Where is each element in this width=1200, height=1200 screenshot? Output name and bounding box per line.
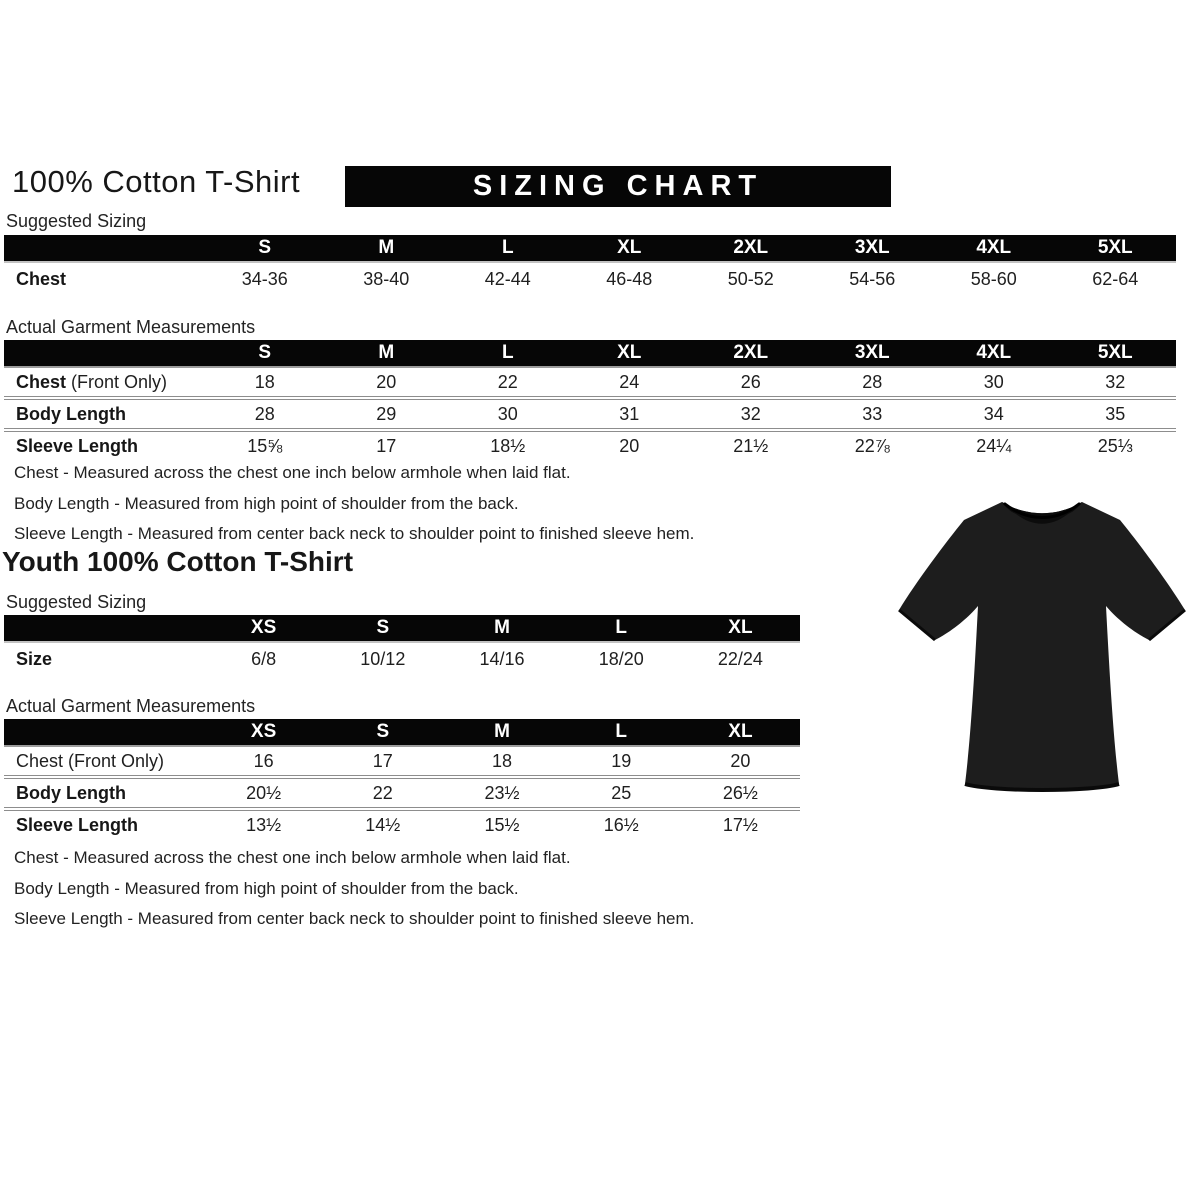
tshirt-illustration <box>890 484 1195 814</box>
measurement-value: 17 <box>376 435 397 456</box>
measurement-value: 17 <box>372 750 393 771</box>
table-row <box>4 428 1176 460</box>
measurement-value: 20½ <box>246 782 282 803</box>
measurement-value: 24¼ <box>976 435 1012 456</box>
note-sleeve-length: Sleeve Length - Measured from center back neck to shoulder point to finished sleeve hem. <box>14 524 695 543</box>
adult-suggested-header-row <box>4 235 1176 261</box>
row-label <box>4 372 204 393</box>
table-row <box>4 745 800 775</box>
row-label <box>4 649 204 670</box>
youth-size-value: 14/16 <box>479 649 525 669</box>
size-col-header: XS <box>250 617 277 638</box>
measurement-value: 16½ <box>603 814 639 835</box>
row-label-text: Sleeve Length <box>16 435 139 456</box>
measurement-value: 25⅓ <box>1097 435 1133 456</box>
size-col-header: M <box>494 721 510 742</box>
measurement-value: 18 <box>491 750 513 771</box>
size-col-header: 4XL <box>976 342 1012 363</box>
measurement-value: 21½ <box>733 435 769 456</box>
measurement-value: 20 <box>376 371 397 392</box>
youth-size-value: 6/8 <box>251 649 277 669</box>
size-col-header: S <box>258 237 272 258</box>
measurement-value: 30 <box>497 403 518 424</box>
adult-measurements-table <box>4 340 1176 460</box>
note-sleeve-length: Sleeve Length - Measured from center back neck to shoulder point to finished sleeve hem. <box>14 909 695 928</box>
note-chest: Chest - Measured across the chest one inch below armhole when laid flat. <box>14 848 571 867</box>
measurement-value: 18½ <box>490 435 526 456</box>
row-label <box>4 815 204 836</box>
chest-range-value: 58-60 <box>970 269 1017 289</box>
measurement-value: 17½ <box>722 814 758 835</box>
measurement-value: 25 <box>611 782 632 803</box>
row-label-text: Size <box>16 649 53 669</box>
youth-measurements-table <box>4 719 800 839</box>
size-col-header: XL <box>728 617 753 638</box>
youth-suggested-sizing-label: Suggested Sizing <box>6 592 147 612</box>
size-col-header: 3XL <box>854 237 890 258</box>
row-label-suffix: Chest (Front Only) <box>16 750 165 771</box>
measurement-value: 22⅞ <box>854 435 890 456</box>
youth-suggested-sizing-table <box>4 615 800 676</box>
note-body-length: Body Length - Measured from high point of shoulder from the back. <box>14 493 519 513</box>
measurement-value: 35 <box>1105 403 1126 424</box>
adult-suggested-sizing-label: Suggested Sizing <box>6 211 147 231</box>
size-col-header: L <box>615 617 628 638</box>
measurement-value: 20 <box>730 750 751 771</box>
youth-measurements-header-row <box>4 719 800 745</box>
size-col-header: M <box>378 342 395 363</box>
measurement-value: 15⅝ <box>247 435 283 456</box>
row-label <box>4 404 204 425</box>
size-col-header: S <box>258 342 272 363</box>
table-row <box>4 366 1176 396</box>
size-col-header: L <box>501 237 514 258</box>
note-chest: Chest - Measured across the chest one inch below armhole when laid flat. <box>14 463 571 482</box>
size-col-header: 2XL <box>733 342 769 363</box>
row-label-text: Chest <box>16 371 67 392</box>
measurement-value: 18 <box>254 371 275 392</box>
adult-measurements-label: Actual Garment Measurements <box>6 317 256 337</box>
adult-suggested-sizing-table <box>4 235 1176 296</box>
measurement-value: 16 <box>253 750 274 771</box>
chest-range-value: 50-52 <box>727 269 774 289</box>
size-col-header: 5XL <box>1097 237 1133 258</box>
table-row <box>4 261 1176 296</box>
row-label <box>4 436 204 457</box>
measurement-value: 29 <box>376 403 397 424</box>
table-row <box>4 775 800 807</box>
banner-text: SIZING CHART <box>472 170 764 202</box>
measurement-value: 32 <box>740 403 761 424</box>
row-label <box>4 783 204 804</box>
measurement-value: 28 <box>254 403 275 424</box>
measurement-value: 26 <box>740 371 761 392</box>
chest-range-value: 34-36 <box>241 269 288 289</box>
size-col-header: M <box>494 617 510 638</box>
measurement-value: 19 <box>611 750 632 771</box>
chest-range-value: 54-56 <box>849 269 896 289</box>
table-row <box>4 396 1176 428</box>
black-tshirt-product-photo <box>890 484 1195 814</box>
size-col-header: 5XL <box>1097 342 1133 363</box>
size-col-header: 4XL <box>976 237 1012 258</box>
size-col-header: 3XL <box>854 342 890 363</box>
adult-measurements-header-row <box>4 340 1176 366</box>
row-label-text: Body Length <box>16 403 126 424</box>
measurement-value: 22 <box>497 371 518 392</box>
measurement-value: 30 <box>983 371 1004 392</box>
youth-size-value: 10/12 <box>360 649 406 669</box>
sizing-chart-banner <box>345 166 891 207</box>
page-title: 100% Cotton T-Shirt <box>12 164 301 199</box>
row-label <box>4 269 204 290</box>
measurement-value: 15½ <box>484 814 520 835</box>
measurement-value: 13½ <box>246 814 282 835</box>
measurement-value: 14½ <box>365 814 401 835</box>
chest-range-value: 62-64 <box>1092 269 1139 289</box>
row-label-text: Sleeve Length <box>16 814 139 835</box>
chest-range-value: 38-40 <box>363 269 410 289</box>
row-label-text: Body Length <box>16 782 126 803</box>
youth-measurements-label: Actual Garment Measurements <box>6 696 256 716</box>
size-col-header: S <box>376 721 390 742</box>
size-col-header: XL <box>728 721 753 742</box>
measurement-value: 34 <box>983 403 1004 424</box>
youth-measurement-notes <box>14 843 694 935</box>
measurement-value: 22 <box>372 782 393 803</box>
measurement-value: 24 <box>619 371 640 392</box>
measurement-value: 20 <box>619 435 640 456</box>
measurement-value: 26½ <box>722 782 758 803</box>
size-col-header: XL <box>617 237 642 258</box>
measurement-value: 28 <box>862 371 883 392</box>
row-label-suffix: (Front Only) <box>66 371 168 392</box>
chest-range-value: 46-48 <box>606 269 653 289</box>
measurement-value: 23½ <box>484 782 520 803</box>
chest-range-value: 42-44 <box>484 269 531 289</box>
size-col-header: XL <box>617 342 642 363</box>
table-row <box>4 641 800 676</box>
measurement-value: 32 <box>1105 371 1126 392</box>
adult-measurement-notes <box>14 458 694 550</box>
table-row <box>4 807 800 839</box>
note-body-length: Body Length - Measured from high point of shoulder from the back. <box>14 878 519 898</box>
size-col-header: M <box>378 237 395 258</box>
row-label <box>4 751 204 772</box>
measurement-value: 33 <box>862 403 883 424</box>
size-col-header: S <box>376 617 390 638</box>
row-label-text: Chest <box>16 269 67 289</box>
youth-size-value: 22/24 <box>717 649 763 669</box>
youth-section-title: Youth 100% Cotton T-Shirt <box>2 546 354 577</box>
measurement-value: 31 <box>619 403 640 424</box>
youth-size-value: 18/20 <box>598 649 644 669</box>
size-col-header: L <box>615 721 628 742</box>
size-col-header: 2XL <box>733 237 769 258</box>
youth-suggested-header-row <box>4 615 800 641</box>
size-col-header: L <box>501 342 514 363</box>
size-col-header: XS <box>250 721 277 742</box>
